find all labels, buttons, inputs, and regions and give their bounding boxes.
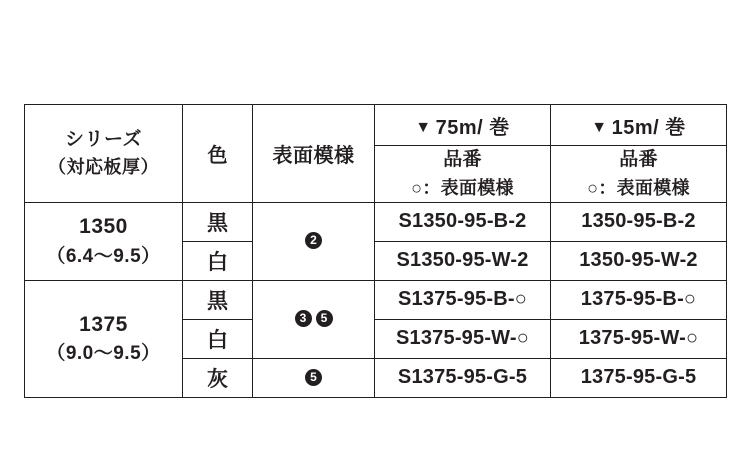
cell-series-1375 bbox=[25, 280, 183, 397]
table-header-row-1 bbox=[25, 105, 727, 146]
header-length-15-label: 15m/ 巻 bbox=[611, 116, 686, 139]
cell-color-1375-white: 白 bbox=[183, 319, 253, 358]
cell-pattern-1375-gray bbox=[253, 358, 375, 397]
triangle-icon-15: ▼ bbox=[591, 118, 608, 136]
series-range-1350: （6.4〜9.5） bbox=[46, 245, 161, 267]
header-partno-15 bbox=[551, 146, 727, 203]
cell-code75-1350-black: S1350-95-B-2 bbox=[375, 202, 551, 241]
header-length-15 bbox=[551, 105, 727, 146]
pattern-badge-5: 5 bbox=[305, 369, 322, 386]
cell-code75-1350-white: S1350-95-W-2 bbox=[375, 241, 551, 280]
cell-color-1350-white: 白 bbox=[183, 241, 253, 280]
header-pattern: 表面模様 bbox=[253, 105, 375, 203]
table-row bbox=[25, 202, 727, 241]
cell-color-1375-gray: 灰 bbox=[183, 358, 253, 397]
header-partno-75 bbox=[375, 146, 551, 203]
pattern-badge-3: 3 bbox=[295, 310, 312, 327]
cell-code75-1375-white: S1375-95-W-○ bbox=[375, 319, 551, 358]
cell-code15-1350-black: 1350-95-B-2 bbox=[551, 202, 727, 241]
header-partno-15-line1: 品番 bbox=[619, 149, 658, 170]
table-row bbox=[25, 280, 727, 319]
header-partno-15-line2: ○：表面模様 bbox=[587, 177, 690, 198]
cell-code75-1375-black: S1375-95-B-○ bbox=[375, 280, 551, 319]
triangle-icon-75: ▼ bbox=[415, 118, 432, 136]
pattern-badge-5: 5 bbox=[316, 310, 333, 327]
product-spec-table bbox=[24, 104, 727, 398]
header-length-75 bbox=[375, 105, 551, 146]
cell-series-1350 bbox=[25, 202, 183, 280]
cell-color-1375-black: 黒 bbox=[183, 280, 253, 319]
cell-code15-1350-white: 1350-95-W-2 bbox=[551, 241, 727, 280]
header-partno-75-line2: ○：表面模様 bbox=[411, 177, 514, 198]
cell-code15-1375-white: 1375-95-W-○ bbox=[551, 319, 727, 358]
header-partno-75-line1: 品番 bbox=[443, 149, 482, 170]
header-color: 色 bbox=[183, 105, 253, 203]
series-name-1350: 1350 bbox=[79, 215, 128, 238]
header-length-75-label: 75m/ 巻 bbox=[435, 116, 510, 139]
pattern-badge-2: 2 bbox=[305, 232, 322, 249]
cell-pattern-1375 bbox=[253, 280, 375, 358]
header-series bbox=[25, 105, 183, 203]
cell-code15-1375-gray: 1375-95-G-5 bbox=[551, 358, 727, 397]
header-series-line2: （対応板厚） bbox=[48, 156, 159, 177]
cell-code75-1375-gray: S1375-95-G-5 bbox=[375, 358, 551, 397]
cell-color-1350-black: 黒 bbox=[183, 202, 253, 241]
cell-code15-1375-black: 1375-95-B-○ bbox=[551, 280, 727, 319]
cell-pattern-1350 bbox=[253, 202, 375, 280]
series-range-1375: （9.0〜9.5） bbox=[46, 343, 161, 364]
header-series-line1: シリーズ bbox=[64, 129, 143, 151]
series-name-1375: 1375 bbox=[79, 312, 128, 336]
